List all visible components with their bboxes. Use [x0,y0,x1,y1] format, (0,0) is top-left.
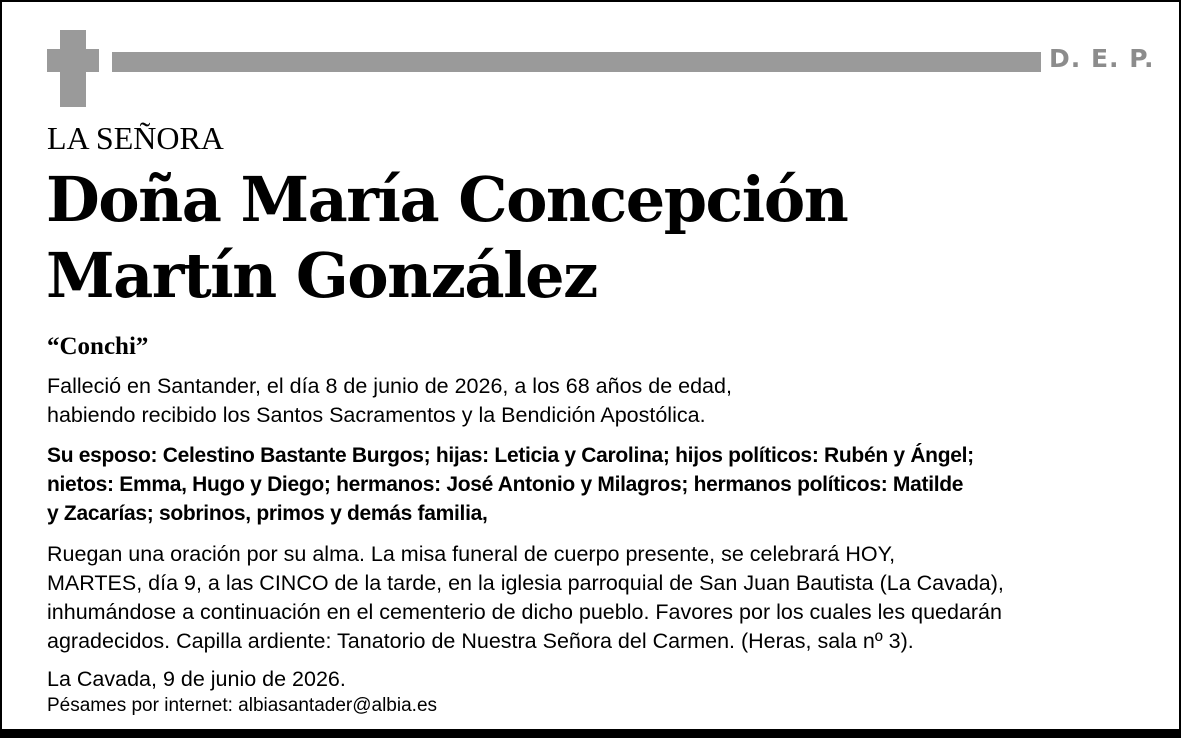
place-date: La Cavada, 9 de junio de 2026. [47,667,346,691]
condolences-line: Pésames por internet: albiasantader@albia.es [47,695,438,716]
deceased-name [46,162,847,314]
cross-horizontal-bar [47,49,99,72]
title-prefix: LA SEÑORA [47,120,224,156]
header-rule [112,52,1041,72]
family-line: nietos: Emma, Hugo y Diego; hermanos: José Antonio y Milagros; hermanos políticos: Matilde [47,473,964,496]
nickname: “Conchi” [47,333,149,360]
service-details [47,540,1004,656]
service-line: inhumándose a continuación en el cementerio de dicho pueblo. Favores por los cuales les quedarán [47,600,1002,624]
death-notice [47,372,732,430]
family-line: y Zacarías; sobrinos, primos y demás familia, [47,502,488,525]
name-line-2: Martín González [46,239,597,312]
service-line: Ruegan una oración por su alma. La misa funeral de cuerpo presente, se celebrará HOY, [47,542,896,566]
death-notice-line: Falleció en Santander, el día 8 de junio de 2026, a los 68 años de edad, [47,374,732,398]
family-list [47,441,974,528]
death-notice-line: habiendo recibido los Santos Sacramentos y la Bendición Apostólica. [47,403,706,427]
service-line: agradecidos. Capilla ardiente: Tanatorio de Nuestra Señora del Carmen. (Heras, sala nº 3). [47,629,914,653]
bottom-border [0,729,1181,738]
dep-label: D. E. P. [1049,44,1155,73]
service-line: MARTES, día 9, a las CINCO de la tarde, en la iglesia parroquial de San Juan Bautista (La Cavada), [47,571,1004,595]
family-line: Su esposo: Celestino Bastante Burgos; hijas: Leticia y Carolina; hijos políticos: Rubén y Ángel; [47,444,974,467]
name-line-1: Doña María Concepción [46,163,848,236]
